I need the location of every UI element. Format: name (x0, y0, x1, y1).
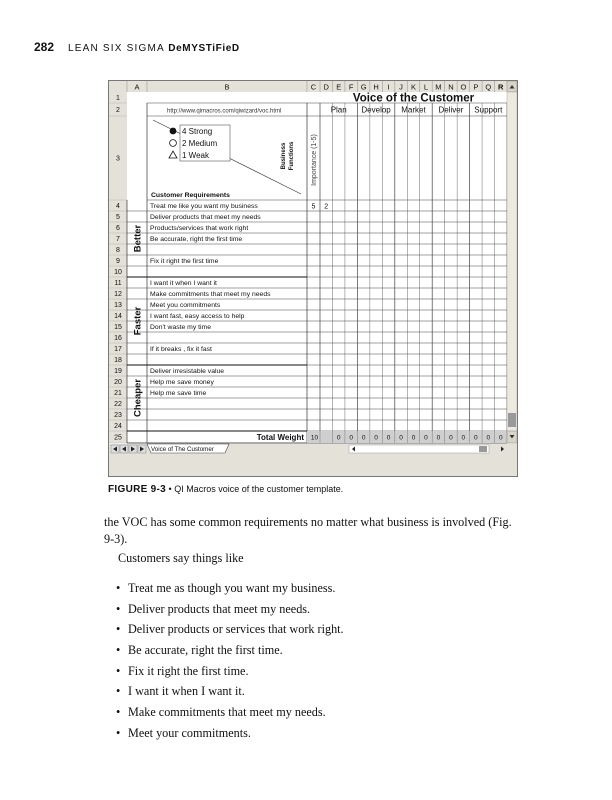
running-title-demystified: DeMYSTiFieD (168, 43, 240, 54)
total-value: 0 (411, 434, 416, 442)
row-header[interactable]: 10 (114, 269, 122, 277)
row-header[interactable]: 8 (116, 247, 120, 255)
row-header[interactable]: 2 (116, 107, 120, 115)
caption-text: QI Macros voice of the customer template. (174, 484, 344, 494)
bullet-item: • I want it when I want it. (104, 683, 524, 704)
row-header[interactable]: 22 (114, 401, 122, 409)
running-title (68, 43, 240, 54)
sheet-url: http://www.qimacros.com/qiwizard/voc.html (167, 108, 282, 115)
running-title-main: LEAN SIX SIGMA (68, 43, 165, 54)
bullet-item: • Deliver products that meet my needs. (104, 601, 524, 622)
score-value: 2 (324, 203, 329, 211)
column-header[interactable]: G (360, 82, 367, 92)
column-header[interactable]: F (348, 82, 354, 92)
row-header[interactable]: 1 (116, 95, 120, 103)
function-header: Plan (330, 105, 347, 115)
column-header[interactable]: K (410, 82, 417, 92)
total-value: 0 (498, 434, 503, 442)
requirement-cell[interactable]: I want it when I want it (150, 280, 217, 288)
total-value: 0 (336, 434, 341, 442)
row-header[interactable]: 20 (114, 379, 122, 387)
figure-label: FIGURE 9-3 (108, 484, 167, 495)
requirement-cell[interactable]: Treat me like you want my business (150, 203, 258, 211)
medium-symbol-icon (170, 140, 177, 147)
total-value: 0 (374, 434, 378, 442)
horizontal-scrollbar[interactable] (349, 445, 489, 453)
business-functions-label: Functions (289, 141, 295, 171)
total-value: 0 (399, 434, 403, 442)
bullet-item: • Meet your commitments. (104, 725, 524, 746)
total-value: 0 (424, 434, 428, 442)
body-text (104, 514, 524, 746)
row-header[interactable]: 21 (114, 390, 122, 398)
column-header[interactable]: D (323, 82, 329, 92)
page-number: 282 (34, 40, 55, 54)
row-header[interactable]: 16 (114, 335, 122, 343)
scrollbar-thumb[interactable] (508, 413, 516, 427)
spreadsheet-grid (109, 81, 517, 476)
row-header[interactable]: 14 (114, 313, 122, 321)
column-header[interactable]: B (224, 82, 230, 92)
column-header[interactable]: A (134, 82, 140, 92)
row-header[interactable]: 5 (116, 214, 120, 222)
column-header[interactable]: C (310, 82, 317, 92)
body-paragraph: the VOC has some common requirements no matter what business is involved (Fig. 9-3). (104, 515, 512, 546)
function-header: Develop (361, 105, 391, 115)
column-header[interactable]: I (387, 82, 390, 92)
bullet-item: • Fix it right the first time. (104, 663, 524, 684)
importance-value: 5 (311, 203, 316, 211)
total-importance-value: 10 (310, 434, 319, 442)
column-header[interactable]: Q (485, 82, 492, 92)
requirement-cell[interactable]: Deliver products that meet my needs (150, 214, 261, 222)
column-header[interactable]: P (473, 82, 479, 92)
total-value: 0 (349, 434, 353, 442)
business-functions-label: Business (281, 142, 287, 170)
legend-label: 2 Medium (182, 139, 218, 148)
row-header[interactable]: 6 (116, 225, 120, 233)
requirement-cell[interactable]: Help me save time (150, 390, 207, 398)
bullet-item: • Make commitments that meet my needs. (104, 704, 524, 725)
total-value: 0 (449, 434, 453, 442)
bullet-item: • Deliver products or services that work right. (104, 621, 524, 642)
row-header[interactable]: 9 (116, 258, 120, 266)
requirement-cell[interactable]: I want fast, easy access to help (150, 313, 245, 321)
column-header[interactable]: O (460, 82, 467, 92)
requirement-cell[interactable]: Products/services that work right (150, 225, 249, 233)
requirement-cell[interactable]: Don't waste my time (150, 324, 211, 332)
caption-separator: • (168, 484, 175, 494)
row-header[interactable]: 18 (114, 357, 122, 365)
function-header: Support (474, 105, 503, 115)
sheet-tab-label: Voice of The Customer (151, 446, 214, 453)
function-header: Deliver (438, 105, 464, 115)
group-label: Faster (132, 306, 144, 336)
bullet-list (104, 580, 524, 746)
horizontal-scroll-thumb[interactable] (479, 446, 487, 452)
total-value: 0 (361, 434, 366, 442)
requirement-cell[interactable]: If it breaks , fix it fast (150, 346, 212, 354)
row-header[interactable]: 12 (114, 291, 122, 299)
row-header[interactable]: 25 (114, 434, 122, 442)
function-header: Market (401, 105, 426, 115)
requirement-cell[interactable]: Help me save money (150, 379, 214, 387)
row-header[interactable]: 3 (116, 155, 120, 163)
total-value: 0 (486, 434, 491, 442)
strong-symbol-icon (170, 128, 177, 135)
vertical-scrollbar[interactable] (507, 92, 517, 443)
bullet-item: • Treat me as though you want my business. (104, 580, 524, 601)
row-header[interactable]: 15 (114, 324, 122, 332)
body-intro: Customers say things like (118, 551, 244, 565)
row-header[interactable]: 19 (114, 368, 122, 376)
group-label: Better (132, 224, 144, 253)
column-header[interactable]: L (423, 82, 429, 92)
column-header[interactable]: R (498, 82, 504, 92)
sheet-title: Voice of the Customer (352, 92, 475, 105)
group-label: Cheaper (132, 378, 144, 418)
row-header[interactable]: 17 (114, 346, 122, 354)
row-header[interactable]: 24 (114, 423, 122, 431)
row-header[interactable]: 7 (116, 236, 120, 244)
bullet-item: • Be accurate, right the first time. (104, 642, 524, 663)
column-header[interactable]: E (336, 82, 342, 92)
column-header[interactable]: H (373, 82, 379, 92)
legend-label: 1 Weak (182, 151, 209, 160)
row-header[interactable]: 4 (116, 203, 120, 211)
total-weight-label: Total Weight (256, 433, 304, 442)
requirement-cell[interactable]: Be accurate, right the first time (150, 236, 243, 244)
total-value: 0 (461, 434, 466, 442)
total-value: 0 (386, 434, 391, 442)
row-header[interactable]: 23 (114, 412, 122, 420)
column-header[interactable]: M (435, 82, 442, 92)
weak-symbol-icon (169, 151, 177, 158)
importance-header: Importance (1-5) (311, 134, 318, 186)
row-header[interactable]: 13 (114, 302, 122, 310)
customer-requirements-header: Customer Requirements (151, 192, 230, 199)
legend-label: 4 Strong (182, 127, 213, 136)
figure-caption (108, 484, 343, 495)
running-header (34, 40, 240, 54)
spreadsheet-screenshot (108, 80, 518, 477)
column-header[interactable]: J (399, 82, 403, 92)
total-value: 0 (474, 434, 478, 442)
requirement-cell[interactable]: Make commitments that meet my needs (150, 291, 271, 299)
requirement-cell[interactable]: Meet you commitments (150, 302, 221, 310)
row-header[interactable]: 11 (114, 280, 122, 288)
requirement-cell[interactable]: Deliver irresistable value (150, 368, 225, 376)
total-value: 0 (436, 434, 441, 442)
column-header[interactable]: N (448, 82, 454, 92)
requirement-cell[interactable]: Fix it right the first time (150, 258, 219, 266)
